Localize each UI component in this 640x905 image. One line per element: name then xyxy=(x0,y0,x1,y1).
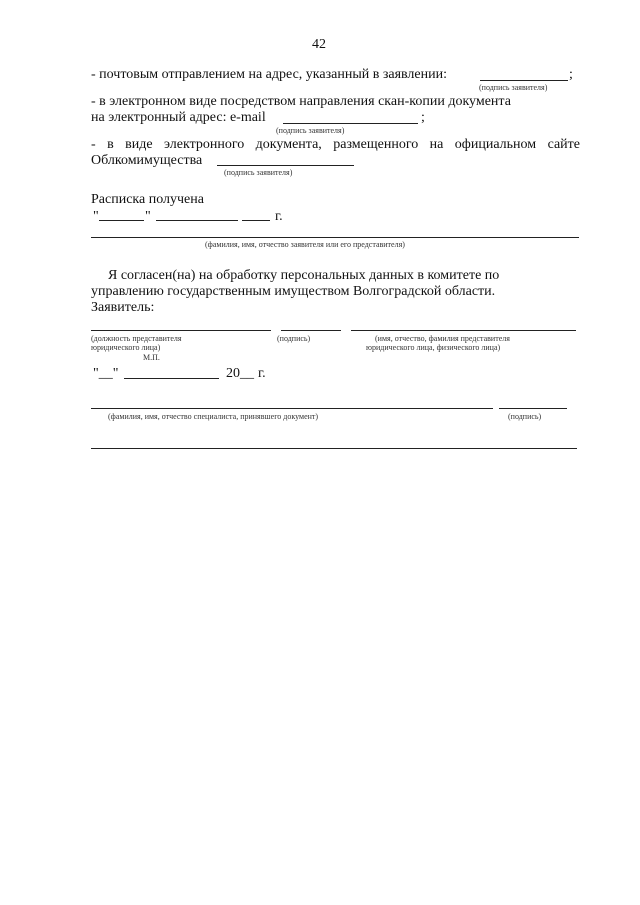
receipt-name-line xyxy=(91,237,579,238)
receipt-day-line xyxy=(99,220,144,221)
specialist-name-line xyxy=(91,408,493,409)
date-year: 20__ xyxy=(226,366,254,381)
email-option-line1: - в электронном виде посредством направления скан-копии документа xyxy=(91,94,511,109)
date-suffix: г. xyxy=(258,366,266,381)
postal-signature-caption: (подпись заявителя) xyxy=(479,83,548,92)
email-address-line xyxy=(283,123,418,124)
page-number: 42 xyxy=(312,37,326,52)
receipt-year-line xyxy=(242,220,270,221)
caption-name-2: юридического лица, физического лица) xyxy=(366,343,501,352)
caption-position-1: (должность представителя xyxy=(91,334,182,343)
site-option-line1: - в виде электронного документа, размещенного на официальном сайте xyxy=(91,137,580,152)
caption-signature: (подпись) xyxy=(277,334,311,343)
applicant-signature-line xyxy=(281,330,341,331)
receipt-month-line xyxy=(156,220,238,221)
postal-suffix: ; xyxy=(569,67,573,82)
receipt-quote-open: " xyxy=(93,209,99,224)
consent-line2: управлению государственным имуществом Волгоградской области. xyxy=(91,284,496,299)
receipt-quote-close: " xyxy=(145,209,151,224)
date-prefix: "__" xyxy=(93,366,119,381)
applicant-name-line xyxy=(351,330,576,331)
email-option-line2: на электронный адрес: e-mail xyxy=(91,110,266,125)
applicant-label: Заявитель: xyxy=(91,300,155,315)
date-month-line xyxy=(124,378,219,379)
receipt-year-suffix: г. xyxy=(275,209,283,224)
caption-name-1: (имя, отчество, фамилия представителя xyxy=(375,334,510,343)
receipt-name-caption: (фамилия, имя, отчество заявителя или его представителя) xyxy=(205,240,405,249)
stamp-label: М.П. xyxy=(143,353,160,362)
receipt-title: Расписка получена xyxy=(91,192,204,207)
specialist-name-caption: (фамилия, имя, отчество специалиста, принявшего документ) xyxy=(108,412,319,421)
site-option-line2: Облкомимущества xyxy=(91,153,203,168)
site-signature-line xyxy=(217,165,354,166)
postal-option-text: - почтовым отправлением на адрес, указанный в заявлении: xyxy=(91,67,448,82)
consent-line1: Я согласен(на) на обработку персональных данных в комитете по xyxy=(108,268,500,283)
caption-position-2: юридического лица) xyxy=(91,343,161,352)
postal-signature-line xyxy=(480,80,568,81)
specialist-signature-caption: (подпись) xyxy=(508,412,542,421)
bottom-line xyxy=(91,448,577,449)
email-signature-caption: (подпись заявителя) xyxy=(276,126,345,135)
site-signature-caption: (подпись заявителя) xyxy=(224,168,293,177)
specialist-signature-line xyxy=(499,408,567,409)
email-suffix: ; xyxy=(421,110,425,125)
applicant-position-line xyxy=(91,330,271,331)
